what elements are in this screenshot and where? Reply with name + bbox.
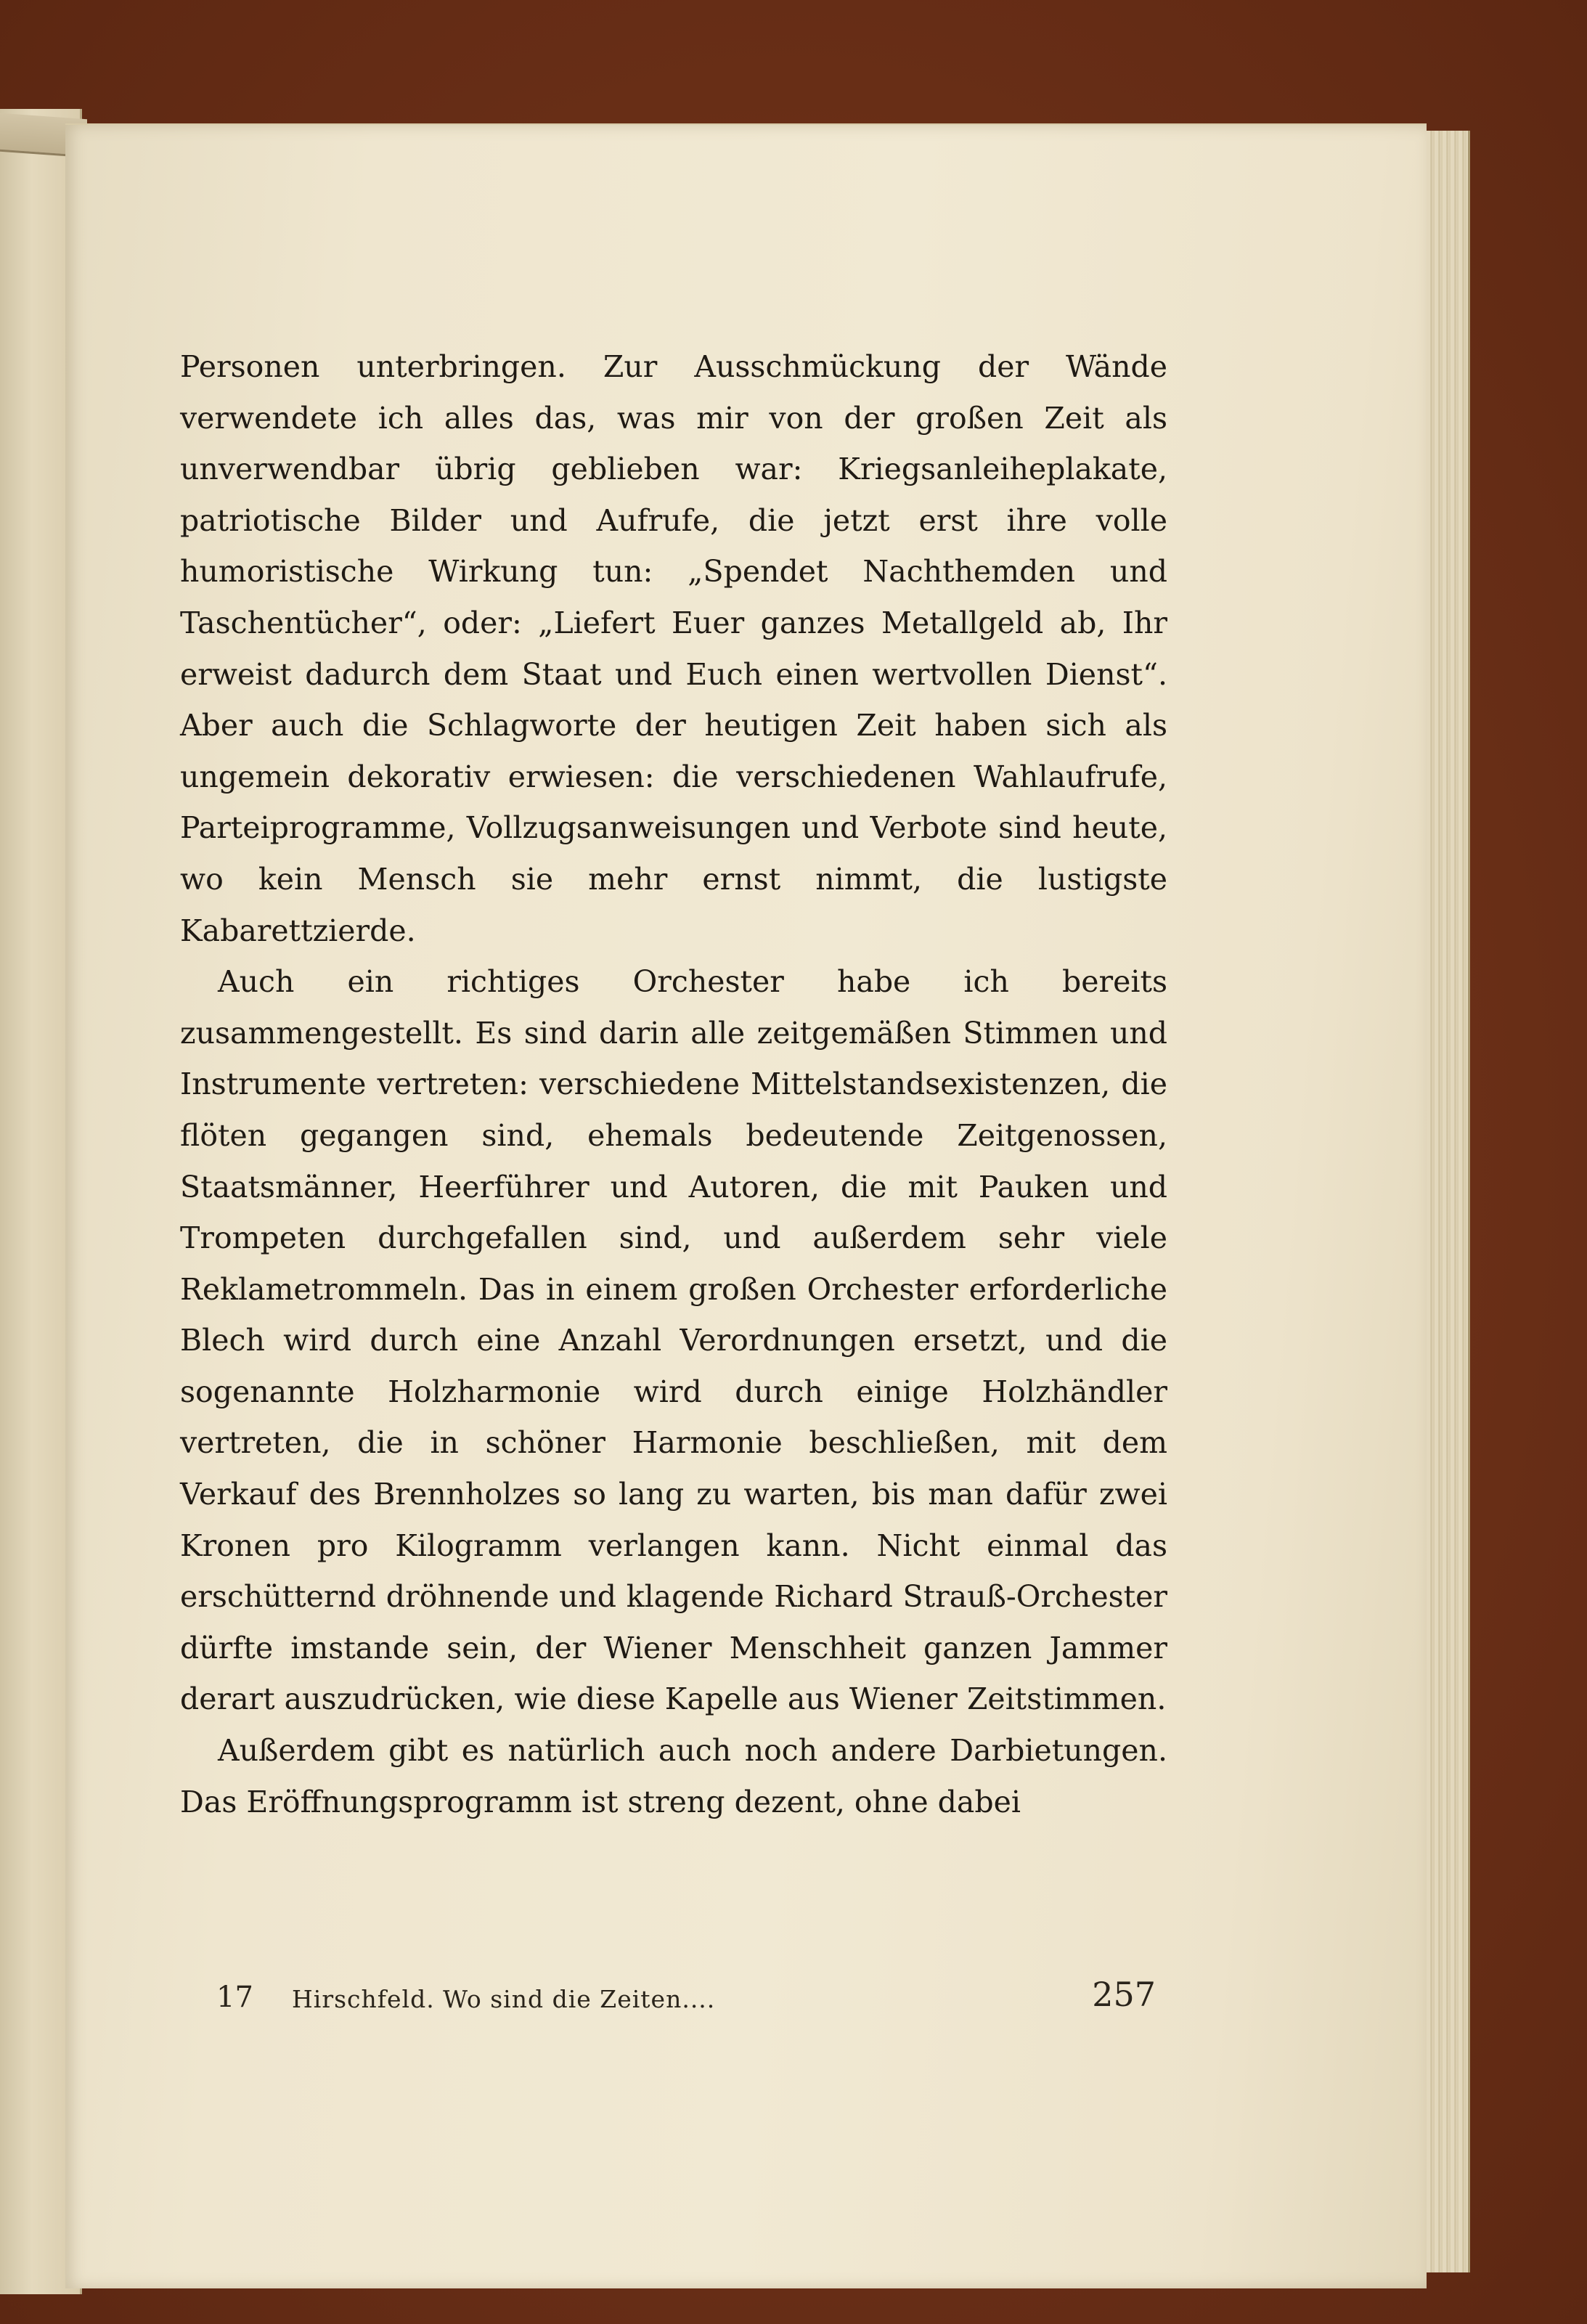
page-footer <box>181 1975 1176 2026</box>
paragraph-3: Außerdem gibt es natürlich auch noch andere Darbietungen. Das Eröffnungsprogramm ist streng dezent, ohne dabei <box>180 1733 1167 1819</box>
paragraph-2: Auch ein richtiges Orchester habe ich bereits zusammengestellt. Es sind darin alle zeitgemäßen Stimmen und Instrumente vertreten: verschiedene Mittelstandsexistenzen, die flöten gegangen sind, ehemals bedeutende Zeitgenossen, Staatsmänner, Heerführer und Autoren, die mit Pauken und Trompeten durchgefallen sind, und außerdem sehr viele Reklametrommeln. Das in einem großen Orchester erforderliche Blech wird durch eine Anzahl Verordnungen ersetzt, und die sogenannte Holzharmonie wird durch einige Holzhändler vertreten, die in schöner Harmonie beschließen, mit dem Verkauf des Brennholzes so lang zu warten, bis man dafür zwei Kronen pro Kilogramm verlangen kann. Nicht einmal das erschütternd dröhnende und klagende Richard Strauß-Orchester dürfte imstande sein, der Wiener Menschheit ganzen Jammer derart auszudrücken, wie diese Kapelle aus Wiener Zeitstimmen. <box>180 964 1167 1717</box>
signature-number: 17 <box>216 1981 253 2014</box>
signature-text: Hirschfeld. Wo sind die Zeiten.... <box>292 1985 716 2013</box>
paragraph-1: Personen unterbringen. Zur Ausschmückung der Wände verwendete ich alles das, was mir von der großen Zeit als unverwendbar übrig geblieben war: Kriegsanleiheplakate, patriotische Bilder und Aufrufe, die jetzt erst ihre volle humoristische Wirkung tun: „Spendet Nachthemden und Taschentücher“, oder: „Liefert Euer ganzes Metallgeld ab, Ihr erweist dadurch dem Staat und Euch einen wertvollen Dienst“. Aber auch die Schlagworte der heutigen Zeit haben sich als ungemein dekorativ erwiesen: die verschiedenen Wahlaufrufe, Parteiprogramme, Vollzugsanweisungen und Verbote sind heute, wo kein Mensch sie mehr ernst nimmt, die lustigste Kabarettzierde. <box>180 349 1167 948</box>
body-text <box>180 341 1167 1827</box>
page-number: 257 <box>1092 1975 1156 2014</box>
